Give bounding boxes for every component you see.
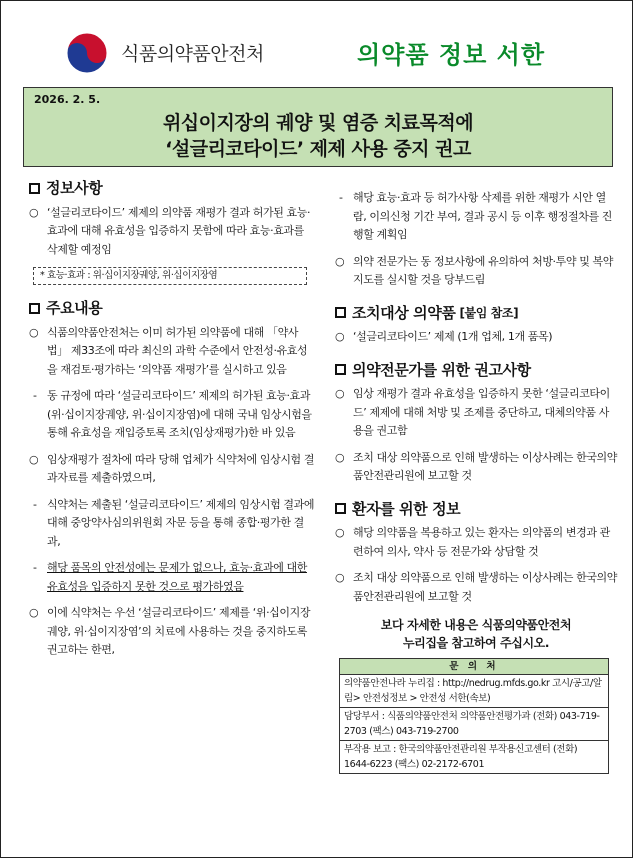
expert-item: ○ 조치 대상 의약품으로 인해 발생하는 이상사례는 한국의약품안전관리원에 보고할 것 bbox=[335, 449, 617, 486]
circle-bullet-icon: ○ bbox=[29, 606, 39, 619]
right-column bbox=[335, 189, 617, 774]
more-info-note: 보다 자세한 내용은 식품의약품안전처 누리집을 참고하여 주십시오. bbox=[380, 618, 572, 650]
dash-bullet-icon: - bbox=[33, 497, 37, 511]
section-patient-heading: 환자를 위한 정보 bbox=[335, 500, 617, 519]
dash-bullet-icon: - bbox=[33, 389, 37, 402]
section-main-heading: 주요내용 bbox=[29, 299, 315, 318]
org-name: 식품의약품안전처 bbox=[121, 43, 264, 65]
patient-item: ○ 조치 대상 의약품으로 인해 발생하는 이상사례는 한국의약품안전관리원에 보고할 것 bbox=[335, 569, 617, 606]
contact-header: 문 의 처 bbox=[340, 659, 608, 675]
main-sub-item: - 동 규정에 따라 ‘설글리코타이드’ 제제의 허가된 효능·효과(위·십이지장궤양, 위·십이지장염)에 대해 국내 임상시험을 통해 유효성을 재입증토록 조치(임상재평가)한 바 있음 bbox=[29, 387, 315, 443]
section-expert-heading: 의약전문가를 위한 권고사항 bbox=[335, 361, 617, 380]
checkbox-square-icon bbox=[29, 303, 40, 314]
efficacy-note: * 효능·효과 : 위·십이지장궤양, 위·십이지장염 bbox=[33, 267, 307, 285]
circle-bullet-icon: ○ bbox=[335, 526, 345, 539]
section-info-heading: 정보사항 bbox=[29, 179, 315, 198]
circle-bullet-icon: ○ bbox=[335, 330, 345, 343]
circle-bullet-icon: ○ bbox=[335, 254, 345, 268]
expert-item: ○ 임상 재평가 결과 유효성을 입증하지 못한 ‘설글리코타이드’ 제제에 대해 처방 및 조제를 중단하고, 대체의약품 사용을 권고함 bbox=[335, 385, 617, 441]
contact-row: 담당부서 : 식품의약품안전처 의약품안전평가과 (전화) 043-719-2703 (팩스) 043-719-2700 bbox=[340, 708, 608, 741]
dash-bullet-icon: - bbox=[33, 561, 37, 574]
title-line1: 위십이지장의 궤양 및 염증 치료목적에 bbox=[162, 112, 474, 134]
circle-bullet-icon: ○ bbox=[29, 205, 39, 219]
checkbox-square-icon bbox=[335, 503, 346, 514]
main-item: ○ 이에 식약처는 우선 ‘설글리코타이드’ 제제를 ‘위·십이지장궤양, 위·십이지장염’의 치료에 사용하는 것을 중지하도록 권고하는 한편, bbox=[29, 604, 315, 660]
left-column bbox=[29, 179, 315, 668]
main-sub-item: - 해당 품목의 안전성에는 문제가 없으나, 효능·효과에 대한 유효성을 입증하지 못한 것으로 평가하였음 bbox=[29, 559, 315, 596]
main-sub-item: - 해당 효능·효과 등 허가사항 삭제를 위한 재평가 시안 열람, 이의신청 기간 부여, 결과 공시 등 이후 행정절차를 진행할 계획임 bbox=[335, 189, 617, 245]
checkbox-square-icon bbox=[29, 183, 40, 194]
circle-bullet-icon: ○ bbox=[29, 325, 39, 339]
contact-table bbox=[339, 658, 609, 774]
main-item: ○ 식품의약품안전처는 이미 허가된 의약품에 대해 「약사법」 제33조에 따라 최신의 과학 수준에서 안전성·유효성을 재검토·평가하는 ‘의약품 재평가’를 실시하고 있음 bbox=[29, 324, 315, 380]
circle-bullet-icon: ○ bbox=[29, 452, 39, 466]
patient-item: ○ 해당 의약품을 복용하고 있는 환자는 의약품의 변경과 관련하여 의사, 약사 등 전문가와 상담할 것 bbox=[335, 524, 617, 561]
doc-type: 의약품 정보 서한 bbox=[357, 41, 545, 69]
target-item: ○ ‘설글리코타이드’ 제제 (1개 업체, 1개 품목) bbox=[335, 328, 617, 347]
issue-date: 2026. 2. 5. bbox=[34, 93, 101, 106]
circle-bullet-icon: ○ bbox=[335, 450, 345, 464]
title-box bbox=[23, 87, 613, 167]
circle-bullet-icon: ○ bbox=[335, 571, 345, 584]
circle-bullet-icon: ○ bbox=[335, 387, 345, 400]
header bbox=[1, 1, 634, 87]
main-item: ○ 의약 전문가는 동 정보사항에 유의하여 처방·투약 및 복약지도를 실시할 것을 당부드림 bbox=[335, 253, 617, 290]
main-item: ○ 임상재평가 절차에 따라 당해 업체가 식약처에 임상시험 결과자료를 제출하였으며, bbox=[29, 451, 315, 488]
contact-row: 부작용 보고 : 한국의약품안전관리원 부작용신고센터 (전화) 1644-6223 (팩스) 02-2172-6701 bbox=[344, 744, 578, 770]
section-target-heading: 조치대상 의약품 [붙임 참조] bbox=[335, 304, 617, 323]
info-item: ○ ‘설글리코타이드’ 제제의 의약품 재평가 결과 허가된 효능·효과에 대해 유효성을 입증하지 못함에 따라 효능·효과를 삭제할 예정임 bbox=[29, 204, 315, 260]
mfds-logo-icon bbox=[65, 31, 109, 75]
dash-bullet-icon: - bbox=[339, 191, 343, 204]
main-sub-item: - 식약처는 제출된 ‘설글리코타이드’ 제제의 임상시험 결과에 대해 중앙약사심의위원회 자문 등을 통해 종합·평가한 결과, bbox=[29, 496, 315, 552]
checkbox-square-icon bbox=[335, 307, 346, 318]
contact-row: 의약품안전나라 누리집 : http://nedrug.mfds.go.kr 고시/공고/알림> 안전성정보 > 안전성 서한(속보) bbox=[340, 675, 608, 708]
title-line2: ‘설글리코타이드’ 제제 사용 중지 권고 bbox=[165, 138, 471, 160]
checkbox-square-icon bbox=[335, 364, 346, 375]
